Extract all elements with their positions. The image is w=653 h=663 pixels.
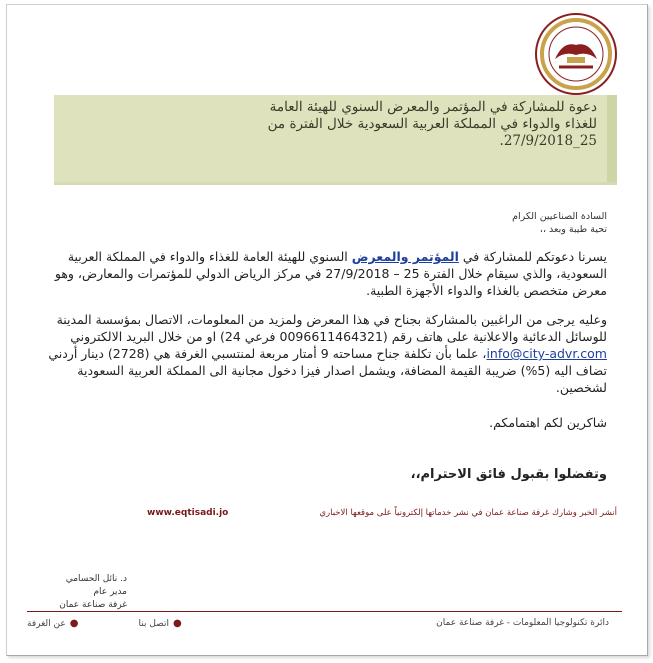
- footer-links: [27, 618, 182, 629]
- logo-emblem-icon: [533, 11, 619, 97]
- paragraph-thanks: شاكرين لكم اهتمامكم.: [489, 415, 607, 430]
- footer-department: دائرة تكنولوجيا المعلومات - غرفة صناعة عمان: [436, 618, 609, 628]
- footer-link-contact[interactable]: [139, 618, 182, 629]
- signature-name: د. نائل الحسامي: [65, 574, 127, 584]
- share-text: أنشر الخبر وشارك غرفة صناعة عمان في نشر خدماتها إلكترونياً على موقعها الاخباري: [319, 508, 617, 518]
- invitation-text-start: يسرنا دعوتكم للمشاركة في: [458, 249, 607, 264]
- footer-link-about-label: عن الغرفة: [27, 618, 66, 629]
- bullet-icon: ●: [69, 618, 79, 629]
- footer-divider: [27, 611, 622, 612]
- bullet-icon: ●: [172, 618, 182, 629]
- news-site-link[interactable]: www.eqtisadi.jo: [147, 508, 229, 518]
- chamber-logo: [533, 11, 619, 97]
- banner-underline: [54, 182, 617, 185]
- invitation-text-end: السنوي للهيئة العامة للغذاء والدواء في المملكة العربية السعودية، والذي سيقام خلال الفترة 25 – 27/9/2018 في مركز الرياض الدولي للمؤتمرات والمعارض، وهو معرض متخصص بالغذاء والدواء الأجهزة الطبية.: [54, 249, 607, 298]
- signature-org: غرفة صناعة عمان: [59, 600, 127, 610]
- salutation-greeting: تحية طيبة وبعد ،،: [539, 224, 607, 235]
- footer-link-contact-label: اتصل بنا: [138, 618, 169, 629]
- paragraph-invitation: [29, 248, 607, 299]
- email-link[interactable]: info@city-advr.com: [486, 346, 607, 361]
- conference-link[interactable]: المؤتمر والمعرض: [351, 249, 459, 264]
- salutation-recipients: السادة الصناعيين الكرام: [512, 211, 607, 222]
- title-banner: [54, 95, 617, 183]
- salutation: [207, 210, 607, 236]
- footer-link-about[interactable]: [27, 618, 79, 629]
- details-text-end: ، علما بأن تكلفة جناح مساحته 9 أمتار مربعة لمنتسبي الغرفة هي (2728) دينار أردني تضاف اليه (5%) ضريبة القيمة المضافة، ويشمل اصدار فيزا دخول مجانية الى المملكة العربية السعودية لشخصين.: [48, 346, 607, 395]
- signature-title: مدير عام: [93, 587, 127, 597]
- email-page: [6, 4, 648, 656]
- share-banner: [147, 508, 617, 518]
- paragraph-details: [29, 311, 607, 396]
- signature: [27, 573, 127, 612]
- page-title: دعوة للمشاركة في المؤتمر والمعرض السنوي للهيئة العامة للغذاء والدواء في المملكة العربية السعودية خلال الفترة من 25_27/9/2018.: [267, 99, 597, 149]
- closing-line: وتفضلوا بقبول فائق الاحترام،،: [410, 467, 607, 482]
- details-text-start: وعليه يرجى من الراغبين بالمشاركة بجناح في هذا المعرض ولمزيد من المعلومات، الاتصال بمؤسسة المدينة للوسائل الدعائية والاعلانية على هاتف رقم (0096611464321 فرعي 24) او من خلال البريد الالكتروني: [56, 312, 607, 344]
